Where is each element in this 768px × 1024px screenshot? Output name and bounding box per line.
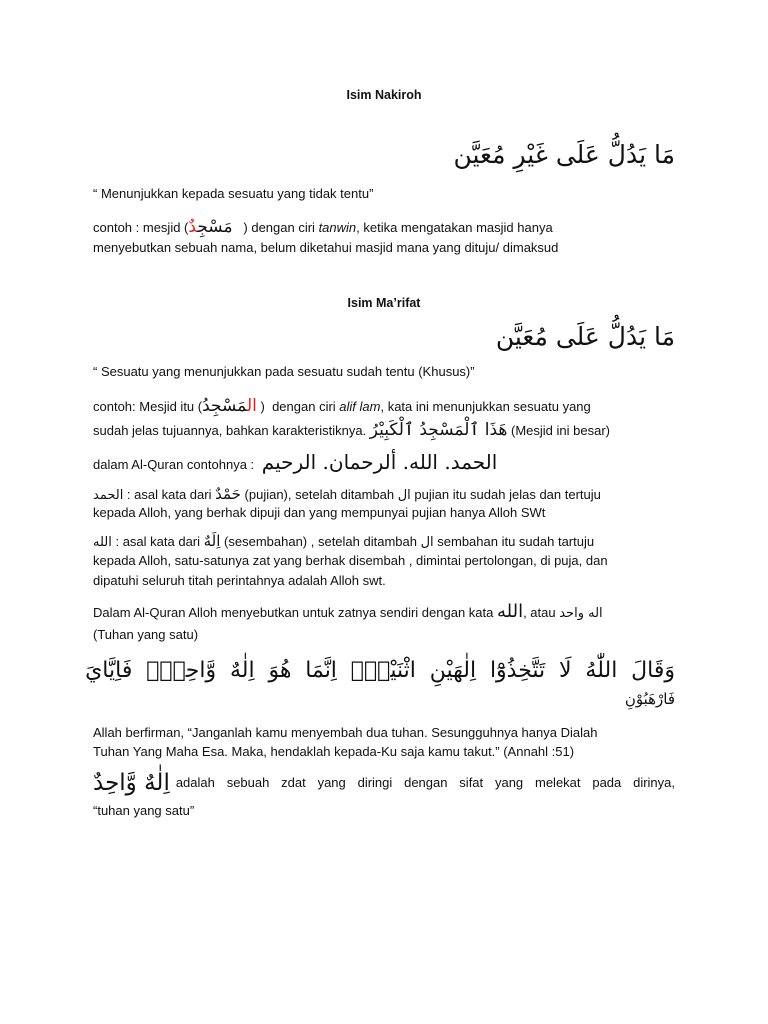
allah-line1-c: sembahan itu sudah tartuju — [433, 534, 595, 549]
marifat-example-line2-suffix: (Mesjid ini besar) — [507, 423, 610, 438]
ilah-line1-text: adalah sebuah zdat yang diringi dengan sifat yang melekat pada dirinya, — [175, 775, 675, 790]
hamdu-root-arabic: حَمْدٌ — [215, 485, 241, 503]
verse-word: فَاِيَّايَ — [85, 657, 133, 683]
marifat-example-alif-lam: ال — [247, 396, 257, 416]
verse-word: تَتَّخِذُوْٓا — [489, 657, 546, 683]
marifat-quran-example — [93, 452, 675, 475]
zat-line1 — [93, 602, 675, 624]
nakiroh-tanwin-term: tanwin — [318, 220, 357, 235]
hamdu-line2: kepada Alloh, yang berhak dipuji dan yang mempunyai pujian hanya Alloh SWt — [93, 505, 546, 520]
ilah-wahid-arabic: اِلٰهٌ وَّاحِدٌ — [93, 770, 170, 796]
verse-word: اللّٰهُ — [585, 657, 618, 683]
marifat-quran-prefix: dalam Al-Quran contohnya : — [93, 457, 258, 472]
marifat-example-mid: ) dengan ciri — [256, 399, 340, 414]
verse-word: اِنَّمَا — [305, 657, 337, 683]
marifat-example-suffix: , kata ini menunjukkan sesuatu yang — [380, 399, 591, 414]
hamdu-line1-b: (pujian), setelah ditambah — [240, 487, 398, 502]
zat-line2: (Tuhan yang satu) — [93, 627, 199, 642]
verse-word: اثْنَيْنِۚ — [350, 657, 416, 683]
nakiroh-quote: “ Menunjukkan kepada sesuatu yang tidak tentu” — [93, 186, 374, 201]
quran-verse — [85, 650, 675, 690]
marifat-title: Isim Ma’rifat — [347, 296, 421, 310]
nakiroh-example-arabic-tanwin: دٌ — [188, 217, 198, 237]
zat-line1-b: , atau — [523, 605, 560, 620]
nakiroh-example-line1 — [93, 217, 675, 238]
allah-line3: dipatuhi seluruh titah perintahnya adalah Alloh swt. — [93, 573, 386, 588]
hamdu-al-arabic: ال — [397, 488, 411, 503]
nakiroh-title: Isim Nakiroh — [346, 88, 422, 102]
hamdu-lead-arabic: الحمد — [93, 488, 124, 503]
marifat-example-line2 — [93, 420, 675, 441]
hamdu-line1-a: : asal kata dari — [123, 487, 216, 502]
allah-lead-arabic: الله — [93, 535, 112, 550]
marifat-example-arabic — [202, 396, 257, 416]
marifat-quran-arabic: الحمد. الله. ألرحمان. الرحيم — [261, 450, 498, 474]
marifat-quote: “ Sesuatu yang menunjukkan pada sesuatu sudah tentu (Khusus)” — [93, 364, 475, 379]
verse-word: وَقَالَ — [631, 657, 675, 683]
ilah-line1 — [93, 770, 675, 796]
allah-line1-b: (sesembahan) , setelah ditambah — [220, 534, 421, 549]
allah-root-arabic: اِلَهٌ — [203, 532, 221, 550]
nakiroh-example-arabic — [188, 217, 232, 237]
marifat-example-line2-arabic: هَذَا ٱلْمَسْجِدُ ٱلْكَبِيْرُ — [369, 420, 508, 440]
zat-ilah-wahid-arabic: اله واحد — [559, 606, 603, 621]
marifat-example-prefix: contoh: Mesjid itu ( — [93, 399, 203, 414]
marifat-example-line2-prefix: sudah jelas tujuannya, bahkan karakteristiknya. — [93, 423, 370, 438]
allah-line1 — [93, 531, 675, 553]
verse-word: وَّاحِدٌۚ — [146, 657, 217, 683]
verse-word: لَا — [559, 657, 572, 683]
ilah-line2: “tuhan yang satu” — [93, 803, 195, 818]
allah-al-arabic: ال — [420, 535, 434, 550]
marifat-example-line1 — [93, 396, 675, 417]
marifat-example-arabic-stem: مَسْجِدُ — [202, 396, 247, 416]
nakiroh-arabic-definition: مَا يَدُلُّ عَلَى غَيْرِ مُعَيَّن — [453, 140, 675, 169]
allah-line2: kepada Alloh, satu-satunya zat yang berhak disembah , dimintai pertolongan, di puja, dan — [93, 553, 608, 568]
allah-line1-a: : asal kata dari — [111, 534, 204, 549]
translation-line2: Tuhan Yang Maha Esa. Maka, hendaklah kepada-Ku saja kamu takut.” (Annahl :51) — [93, 744, 575, 759]
verse-word: هُوَ — [268, 657, 292, 683]
translation-line1: Allah berfirman, “Janganlah kamu menyembah dua tuhan. Sesungguhnya hanya Dialah — [93, 725, 598, 740]
nakiroh-example-mid: ) dengan ciri — [232, 220, 319, 235]
zat-allah-arabic: الله — [496, 601, 524, 622]
verse-word: اِلٰهَيْنِ — [429, 657, 477, 683]
nakiroh-example-suffix: , ketika mengatakan masjid hanya — [356, 220, 553, 235]
hamdu-line1-c: pujian itu sudah jelas dan tertuju — [410, 487, 601, 502]
verse-word: اِلٰهٌ — [229, 657, 255, 683]
quran-verse-end: فَارْهَبُوْنِ — [624, 690, 675, 708]
zat-line1-a: Dalam Al-Quran Alloh menyebutkan untuk zatnya sendiri dengan kata — [93, 605, 497, 620]
nakiroh-example-prefix: contoh : mesjid ( — [93, 220, 189, 235]
nakiroh-example-line2: menyebutkan sebuah nama, belum diketahui masjid mana yang dituju/ dimaksud — [93, 240, 559, 255]
marifat-arabic-definition: مَا يَدُلُّ عَلَى مُعَيَّن — [495, 322, 675, 351]
nakiroh-example-arabic-stem: مَسْجِ — [197, 217, 233, 237]
marifat-alif-lam-term: alif lam — [339, 399, 381, 414]
